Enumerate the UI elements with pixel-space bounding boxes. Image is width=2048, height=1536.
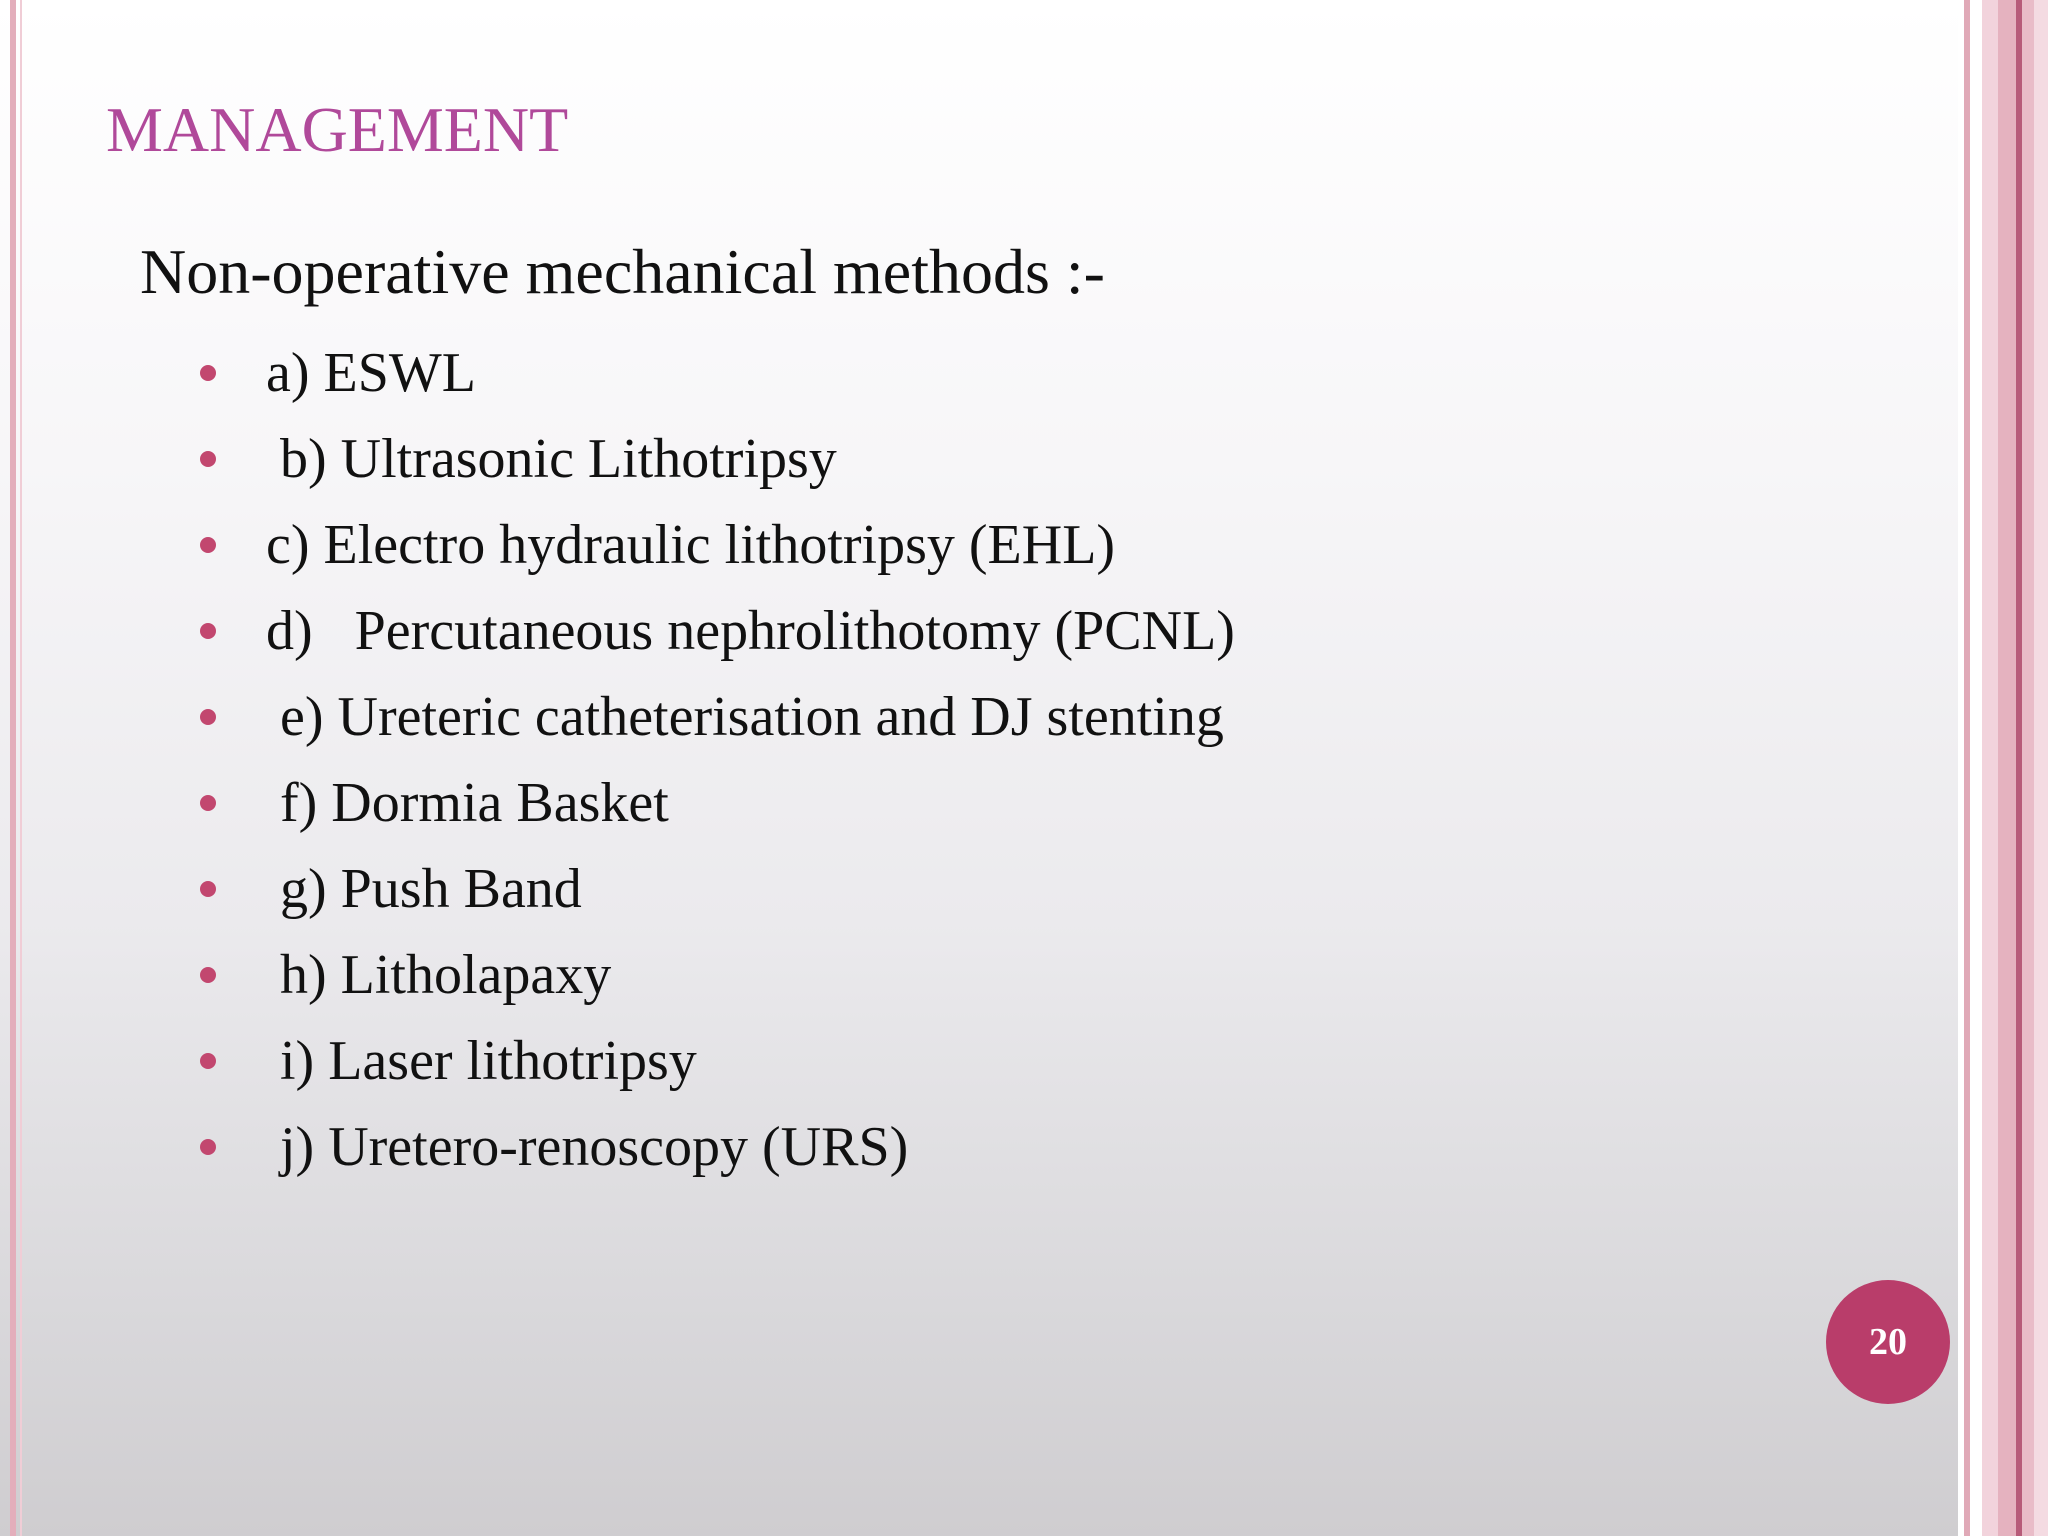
list-item — [200, 330, 1235, 416]
left-border-decoration — [10, 0, 16, 1536]
bullet-icon — [200, 365, 216, 381]
bullet-icon — [200, 1139, 216, 1155]
list-item-text: j) Uretero-renoscopy (URS) — [266, 1116, 909, 1178]
list-item — [200, 1018, 1235, 1104]
list-item — [200, 846, 1235, 932]
bullet-icon — [200, 537, 216, 553]
methods-list — [200, 330, 1235, 1190]
list-item — [200, 1104, 1235, 1190]
list-item-text: e) Ureteric catheterisation and DJ stenting — [266, 686, 1224, 748]
list-item-text: h) Litholapaxy — [266, 944, 612, 1006]
list-item-text: b) Ultrasonic Lithotripsy — [266, 428, 837, 490]
page-number-badge: 20 — [1826, 1280, 1950, 1404]
right-stripe-decoration — [1958, 0, 2048, 1536]
slide-title: MANAGEMENT — [106, 94, 569, 165]
list-item-text: f) Dormia Basket — [266, 772, 669, 834]
list-item-text: d) Percutaneous nephrolithotomy (PCNL) — [266, 600, 1235, 662]
bullet-icon — [200, 1053, 216, 1069]
bullet-icon — [200, 709, 216, 725]
bullet-icon — [200, 967, 216, 983]
list-item-text: c) Electro hydraulic lithotripsy (EHL) — [266, 514, 1116, 576]
list-item — [200, 502, 1235, 588]
left-border-inner-decoration — [20, 0, 22, 1536]
bullet-icon — [200, 881, 216, 897]
slide-subtitle: Non-operative mechanical methods :- — [140, 236, 1105, 307]
list-item — [200, 674, 1235, 760]
list-item-text: a) ESWL — [266, 342, 476, 404]
bullet-icon — [200, 451, 216, 467]
list-item-text: i) Laser lithotripsy — [266, 1030, 697, 1092]
list-item — [200, 588, 1235, 674]
bullet-icon — [200, 795, 216, 811]
bullet-icon — [200, 623, 216, 639]
list-item — [200, 760, 1235, 846]
list-item — [200, 416, 1235, 502]
list-item — [200, 932, 1235, 1018]
list-item-text: g) Push Band — [266, 858, 582, 920]
